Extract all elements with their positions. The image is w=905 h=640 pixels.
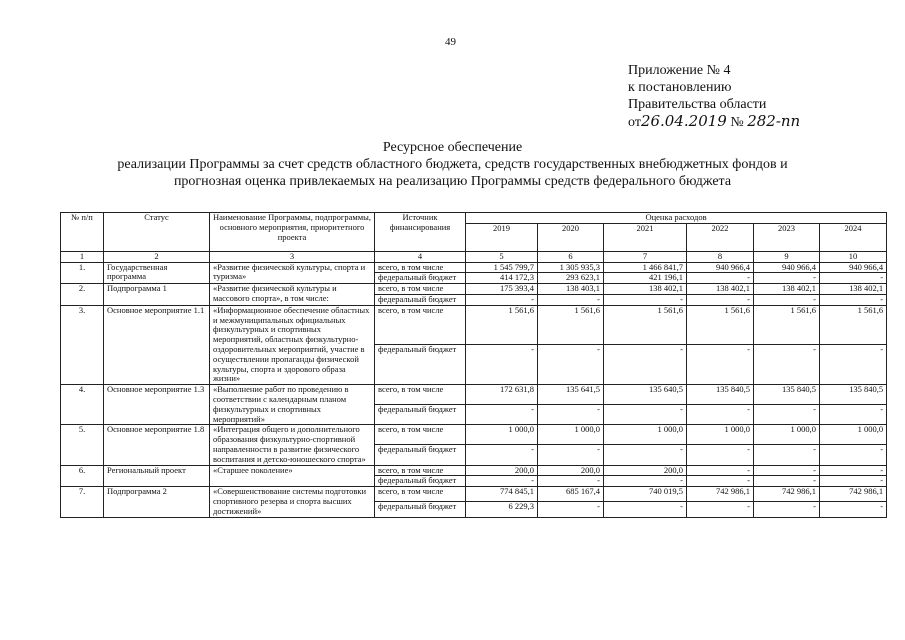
annex-line-1: Приложение № 4 xyxy=(628,63,731,78)
value-federal: - xyxy=(538,294,604,305)
value-total: 1 000,0 xyxy=(687,425,754,445)
value-total: 1 000,0 xyxy=(538,425,604,445)
row-number: 1. xyxy=(61,262,104,284)
value-total: 135 640,5 xyxy=(604,385,687,405)
value-federal: - xyxy=(820,405,887,425)
value-federal: - xyxy=(466,445,538,465)
value-total: 138 402,1 xyxy=(820,284,887,295)
title-line-2: реализации Программы за счет средств областного бюджета, средств государственных внебюджетных фондов и xyxy=(117,157,788,172)
value-federal: - xyxy=(754,345,820,385)
row-name: «Информационное обеспечение областных и межмуниципальных официальных физкультурных и спортивных мероприятий, областных физкультурно-оздоровительных мероприятий, участие в осуществлении пропаганды физической культуры, спорта и здорового образа жизни» xyxy=(210,305,375,384)
row-number: 4. xyxy=(61,385,104,425)
row-number: 6. xyxy=(61,465,104,487)
value-federal: - xyxy=(604,502,687,517)
value-federal: - xyxy=(754,476,820,487)
header-year: 2021 xyxy=(604,223,687,251)
value-federal: - xyxy=(754,502,820,517)
document-title xyxy=(0,139,905,190)
row-number: 5. xyxy=(61,425,104,465)
value-federal: - xyxy=(466,476,538,487)
row-status: Основное мероприятие 1.3 xyxy=(104,385,210,425)
value-total: 1 466 841,7 xyxy=(604,262,687,273)
row-status: Подпрограмма 1 xyxy=(104,284,210,306)
value-federal: - xyxy=(604,445,687,465)
index-cell: 2 xyxy=(104,251,210,262)
value-total: 740 019,5 xyxy=(604,487,687,502)
table-row xyxy=(61,284,887,295)
annex-date-line xyxy=(628,113,800,131)
row-name: «Старшее поколение» xyxy=(210,465,375,487)
value-total: 138 402,1 xyxy=(754,284,820,295)
value-total: 1 561,6 xyxy=(466,305,538,345)
header-num: № п/п xyxy=(61,213,104,252)
value-federal: - xyxy=(754,294,820,305)
index-row xyxy=(61,251,887,262)
value-federal: - xyxy=(466,294,538,305)
value-total: 138 402,1 xyxy=(687,284,754,295)
table-row xyxy=(61,425,887,445)
title-line-1: Ресурсное обеспечение xyxy=(382,140,523,155)
table-row xyxy=(61,262,887,273)
row-source-total: всего, в том числе xyxy=(375,385,466,405)
index-cell: 1 xyxy=(61,251,104,262)
value-total: 172 631,8 xyxy=(466,385,538,405)
row-status: Подпрограмма 2 xyxy=(104,487,210,517)
row-name: «Интеграция общего и дополнительного образования физкультурно-спортивной направленности в развитие физического воспитания и детско-юношеского спорта» xyxy=(210,425,375,465)
row-name: «Выполнение работ по проведению в соответствии с календарным планом физкультурных и спортивных мероприятий» xyxy=(210,385,375,425)
row-status: Государственная программа xyxy=(104,262,210,284)
value-total: 135 641,5 xyxy=(538,385,604,405)
annex-line-3: Правительства области xyxy=(628,97,767,112)
value-total: 1 000,0 xyxy=(820,425,887,445)
value-total: 138 403,1 xyxy=(538,284,604,295)
table-row xyxy=(61,305,887,345)
row-source-federal: федеральный бюджет xyxy=(375,405,466,425)
index-cell: 6 xyxy=(538,251,604,262)
value-total: 1 305 935,3 xyxy=(538,262,604,273)
value-federal: 293 623,1 xyxy=(538,273,604,284)
header-source: Источник финансирования xyxy=(375,213,466,252)
value-federal: - xyxy=(466,345,538,385)
row-status: Основное мероприятие 1.8 xyxy=(104,425,210,465)
value-federal: - xyxy=(687,405,754,425)
header-year: 2019 xyxy=(466,223,538,251)
value-total: 1 000,0 xyxy=(604,425,687,445)
row-name: «Развитие физической культуры, спорта и туризма» xyxy=(210,262,375,284)
value-federal: - xyxy=(820,445,887,465)
index-cell: 5 xyxy=(466,251,538,262)
row-source-total: всего, в том числе xyxy=(375,465,466,476)
value-total: 200,0 xyxy=(538,465,604,476)
index-cell: 9 xyxy=(754,251,820,262)
value-federal: - xyxy=(538,405,604,425)
row-status: Основное мероприятие 1.1 xyxy=(104,305,210,384)
number-prefix: № xyxy=(730,115,744,130)
row-source-total: всего, в том числе xyxy=(375,425,466,445)
header-year: 2024 xyxy=(820,223,887,251)
header-status: Статус xyxy=(104,213,210,252)
value-total: 138 402,1 xyxy=(604,284,687,295)
row-source-federal: федеральный бюджет xyxy=(375,345,466,385)
header-year: 2023 xyxy=(754,223,820,251)
value-federal: - xyxy=(820,345,887,385)
header-year: 2020 xyxy=(538,223,604,251)
row-status: Региональный проект xyxy=(104,465,210,487)
row-name: «Совершенствование системы подготовки спортивного резерва и спорта высших достижений» xyxy=(210,487,375,517)
value-total: - xyxy=(754,465,820,476)
header-year: 2022 xyxy=(687,223,754,251)
value-total: 1 561,6 xyxy=(820,305,887,345)
value-federal: - xyxy=(687,445,754,465)
value-federal: 421 196,1 xyxy=(604,273,687,284)
row-number: 7. xyxy=(61,487,104,517)
row-source-federal: федеральный бюджет xyxy=(375,294,466,305)
row-source-total: всего, в том числе xyxy=(375,487,466,502)
value-federal: - xyxy=(538,502,604,517)
value-federal: - xyxy=(687,345,754,385)
row-source-total: всего, в том числе xyxy=(375,305,466,345)
value-federal: - xyxy=(687,502,754,517)
value-total: 742 986,1 xyxy=(820,487,887,502)
value-federal: - xyxy=(687,294,754,305)
resource-table xyxy=(60,212,887,518)
value-federal: 414 172,3 xyxy=(466,273,538,284)
value-total: 940 966,4 xyxy=(820,262,887,273)
value-total: 1 561,6 xyxy=(687,305,754,345)
index-cell: 4 xyxy=(375,251,466,262)
handwritten-number: 282-пп xyxy=(747,112,801,130)
value-federal: - xyxy=(604,345,687,385)
value-federal: - xyxy=(687,476,754,487)
row-source-federal: федеральный бюджет xyxy=(375,445,466,465)
value-total: 135 840,5 xyxy=(754,385,820,405)
row-number: 3. xyxy=(61,305,104,384)
header-row xyxy=(61,213,887,224)
table-row xyxy=(61,385,887,405)
value-total: 940 966,4 xyxy=(754,262,820,273)
value-federal: - xyxy=(820,502,887,517)
value-total: 1 000,0 xyxy=(754,425,820,445)
table-body xyxy=(61,251,887,517)
value-federal: - xyxy=(754,445,820,465)
value-total: - xyxy=(687,465,754,476)
value-federal: - xyxy=(820,273,887,284)
row-source-total: всего, в том числе xyxy=(375,284,466,295)
header-name: Наименование Программы, подпрограммы, основного мероприятия, приоритетного проекта xyxy=(210,213,375,252)
value-federal: - xyxy=(538,445,604,465)
value-federal: - xyxy=(604,405,687,425)
value-total: 135 840,5 xyxy=(687,385,754,405)
value-federal: - xyxy=(820,476,887,487)
value-total: 1 000,0 xyxy=(466,425,538,445)
value-total: 742 986,1 xyxy=(687,487,754,502)
row-source-federal: федеральный бюджет xyxy=(375,476,466,487)
value-federal: - xyxy=(820,294,887,305)
page-number: 49 xyxy=(445,36,456,48)
value-total: 135 840,5 xyxy=(820,385,887,405)
annex-line-2: к постановлению xyxy=(628,80,732,95)
title-line-3: прогнозная оценка привлекаемых на реализацию Программы средств федерального бюджета xyxy=(173,174,732,189)
header-costs: Оценка расходов xyxy=(466,213,887,224)
index-cell: 8 xyxy=(687,251,754,262)
value-federal: 6 229,3 xyxy=(466,502,538,517)
index-cell: 10 xyxy=(820,251,887,262)
value-federal: - xyxy=(687,273,754,284)
value-federal: - xyxy=(466,405,538,425)
value-total: 742 986,1 xyxy=(754,487,820,502)
date-prefix: от xyxy=(628,115,641,130)
value-total: 1 561,6 xyxy=(604,305,687,345)
value-total: 175 393,4 xyxy=(466,284,538,295)
value-total: - xyxy=(820,465,887,476)
annex-header xyxy=(628,62,800,131)
table-row xyxy=(61,465,887,476)
index-cell: 7 xyxy=(604,251,687,262)
row-source-federal: федеральный бюджет xyxy=(375,502,466,517)
value-total: 1 561,6 xyxy=(754,305,820,345)
row-source-federal: федеральный бюджет xyxy=(375,273,466,284)
value-federal: - xyxy=(604,476,687,487)
value-total: 774 845,1 xyxy=(466,487,538,502)
table-row xyxy=(61,487,887,502)
value-total: 1 561,6 xyxy=(538,305,604,345)
index-cell: 3 xyxy=(210,251,375,262)
value-federal: - xyxy=(754,273,820,284)
value-total: 200,0 xyxy=(466,465,538,476)
value-federal: - xyxy=(754,405,820,425)
value-federal: - xyxy=(604,294,687,305)
row-source-total: всего, в том числе xyxy=(375,262,466,273)
value-total: 1 545 799,7 xyxy=(466,262,538,273)
handwritten-date: 26.04.2019 xyxy=(640,112,727,130)
row-name: «Развитие физической культуры и массового спорта», в том числе: xyxy=(210,284,375,306)
row-number: 2. xyxy=(61,284,104,306)
value-total: 940 966,4 xyxy=(687,262,754,273)
value-total: 200,0 xyxy=(604,465,687,476)
value-federal: - xyxy=(538,476,604,487)
value-federal: - xyxy=(538,345,604,385)
value-total: 685 167,4 xyxy=(538,487,604,502)
